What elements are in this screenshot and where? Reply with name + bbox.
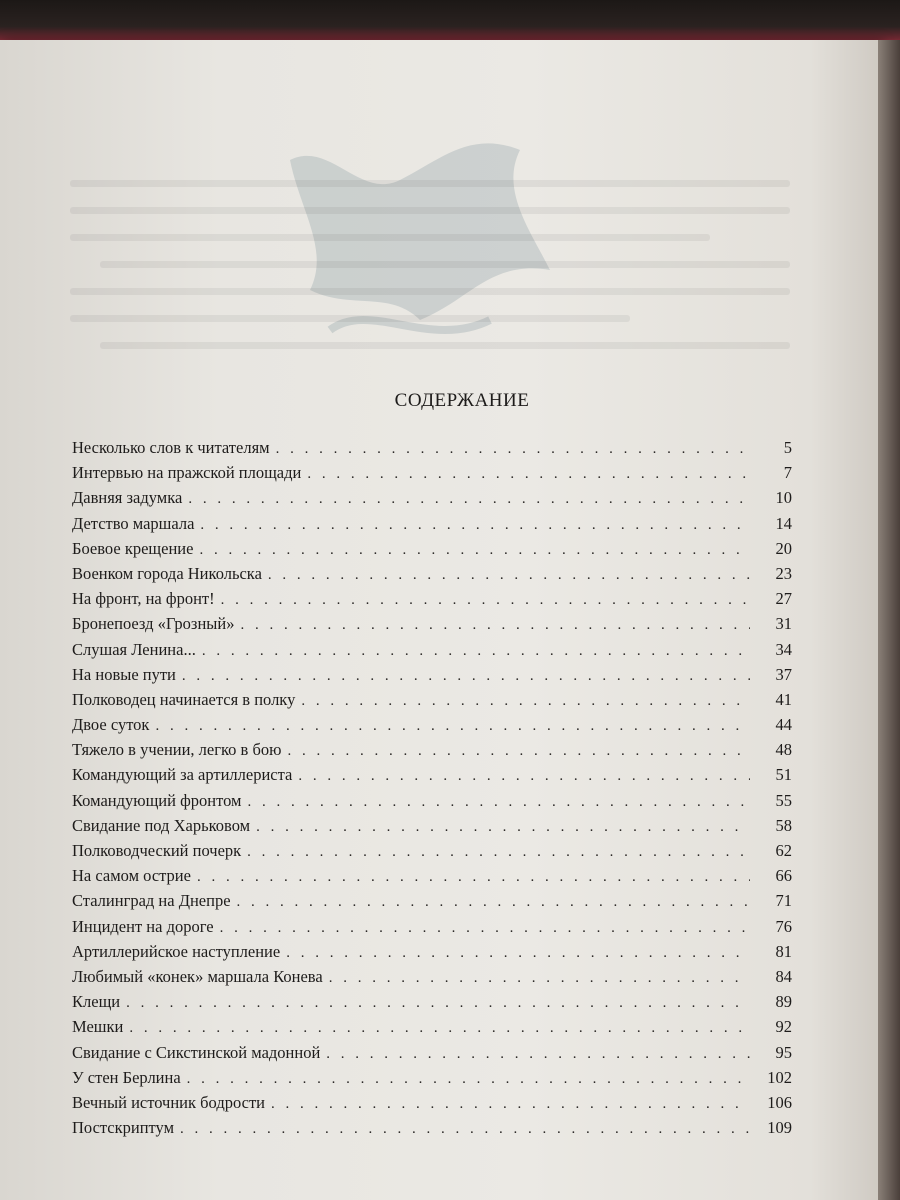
toc-dot-leader — [180, 1121, 750, 1138]
toc-dot-leader — [256, 819, 750, 836]
toc-entry-page-number: 55 — [775, 790, 792, 810]
toc-entry — [72, 765, 792, 790]
toc-dot-leader — [287, 743, 750, 760]
toc-entry-page-number: 95 — [775, 1042, 792, 1062]
toc-entry — [72, 891, 792, 916]
toc-entry-title: Несколько слов к читателям — [72, 438, 270, 457]
toc-dot-leader — [240, 617, 750, 634]
toc-entry-title: Давняя задумка — [72, 488, 183, 508]
toc-entry — [72, 665, 792, 690]
toc-dot-leader — [329, 970, 750, 987]
toc-dot-leader — [188, 491, 750, 508]
toc-dot-leader — [326, 1046, 750, 1063]
toc-entry-page-number: 109 — [767, 1118, 792, 1138]
toc-entry-page-number: 76 — [775, 916, 792, 936]
toc-entry — [72, 1068, 792, 1093]
toc-entry-page-number: 10 — [775, 488, 792, 508]
toc-entry-title: Инцидент на дороге — [72, 916, 214, 936]
toc-entry-page-number: 44 — [775, 715, 792, 735]
toc-entry-page-number: 48 — [775, 740, 792, 760]
toc-entry-title: Сталинград на Днепре — [72, 891, 231, 911]
toc-entry-page-number: 71 — [775, 891, 792, 911]
toc-dot-leader — [276, 441, 750, 458]
toc-dot-leader — [301, 693, 750, 710]
toc-entry-page-number: 20 — [775, 538, 792, 558]
toc-entry-title: Детство маршала — [72, 513, 195, 533]
bleed-through-illustration — [270, 120, 570, 370]
toc-entry-page-number: 14 — [775, 513, 792, 533]
toc-entry — [72, 690, 792, 715]
toc-entry — [72, 967, 792, 992]
toc-entry-title: Артиллерийское наступление — [72, 941, 281, 961]
toc-dot-leader — [155, 718, 750, 735]
toc-dot-leader — [187, 1071, 750, 1088]
toc-entry-title: На фронт, на фронт! — [72, 589, 215, 609]
toc-dot-leader — [200, 517, 750, 534]
toc-entry-title: Свидание с Сикстинской мадонной — [72, 1042, 321, 1062]
toc-list — [72, 438, 792, 1143]
toc-dot-leader — [199, 542, 750, 559]
toc-entry — [72, 539, 792, 564]
toc-dot-leader — [247, 794, 750, 811]
toc-entry-title: Полководческий почерк — [72, 841, 242, 860]
toc-dot-leader — [298, 768, 750, 785]
toc-dot-leader — [202, 643, 750, 660]
toc-heading: СОДЕРЖАНИЕ — [394, 390, 530, 411]
toc-entry — [72, 463, 792, 488]
toc-dot-leader — [237, 894, 750, 911]
toc-entry-title: Вечный источник бодрости — [72, 1092, 265, 1112]
toc-entry — [72, 816, 792, 841]
toc-entry — [72, 841, 792, 866]
toc-entry — [72, 640, 792, 665]
toc-entry-page-number: 102 — [767, 1067, 792, 1087]
toc-entry — [72, 942, 792, 967]
toc-dot-leader — [286, 945, 750, 962]
toc-entry-page-number: 37 — [775, 664, 792, 684]
toc-entry-page-number: 66 — [775, 866, 792, 886]
toc-entry-title: Мешки — [72, 1017, 124, 1037]
toc-entry — [72, 715, 792, 740]
toc-entry-title: Командующий за артиллериста — [72, 765, 293, 785]
toc-entry-title: Военком города Никольска — [72, 563, 262, 583]
toc-entry-page-number: 84 — [775, 966, 792, 986]
page-stack-edge — [878, 40, 900, 1200]
toc-entry-page-number: 31 — [775, 614, 792, 634]
toc-entry — [72, 438, 792, 463]
toc-entry — [72, 740, 792, 765]
toc-dot-leader — [271, 1096, 750, 1113]
toc-entry-title: На новые пути — [72, 664, 176, 684]
toc-entry-title: Свидание под Харьковом — [72, 815, 251, 835]
toc-entry-page-number: 51 — [775, 765, 792, 785]
toc-entry — [72, 488, 792, 513]
toc-entry-title: Постскриптум — [72, 1118, 175, 1138]
toc-entry-title: На самом острие — [72, 866, 191, 886]
toc-entry-page-number: 5 — [783, 438, 792, 457]
toc-dot-leader — [182, 668, 750, 685]
toc-entry — [72, 514, 792, 539]
toc-entry-title: Клещи — [72, 992, 121, 1012]
toc-entry-title: Любимый «конек» маршала Конева — [72, 966, 323, 986]
toc-entry-title: Полководец начинается в полку — [72, 689, 296, 709]
toc-entry-page-number: 23 — [775, 563, 792, 583]
toc-entry-title: Командующий фронтом — [72, 790, 242, 810]
toc-entry-page-number: 27 — [775, 589, 792, 609]
toc-entry-page-number: 92 — [775, 1017, 792, 1037]
toc-entry-title: Двое суток — [72, 715, 150, 735]
toc-entry — [72, 992, 792, 1017]
toc-dot-leader — [126, 995, 750, 1012]
toc-dot-leader — [221, 592, 750, 609]
toc-entry-page-number: 41 — [775, 689, 792, 709]
toc-entry-title: Тяжело в учении, легко в бою — [72, 740, 282, 760]
toc-entry — [72, 564, 792, 589]
toc-entry-page-number: 7 — [783, 463, 792, 483]
book-page — [0, 40, 880, 1200]
toc-entry-title: Боевое крещение — [72, 538, 194, 558]
toc-dot-leader — [197, 869, 750, 886]
toc-entry — [72, 1093, 792, 1118]
table-of-contents — [72, 380, 792, 1143]
toc-entry-title: Бронепоезд «Грозный» — [72, 614, 235, 634]
toc-entry-title: Слушая Ленина... — [72, 639, 196, 659]
toc-entry — [72, 866, 792, 891]
toc-entry — [72, 1017, 792, 1042]
toc-entry — [72, 589, 792, 614]
toc-entry-title: У стен Берлина — [72, 1067, 181, 1087]
toc-entry-page-number: 62 — [775, 841, 792, 860]
toc-entry — [72, 614, 792, 639]
toc-dot-leader — [220, 920, 750, 937]
toc-entry — [72, 1043, 792, 1068]
toc-entry-page-number: 106 — [767, 1092, 792, 1112]
toc-entry-page-number: 58 — [775, 815, 792, 835]
toc-entry-page-number: 89 — [775, 992, 792, 1012]
toc-entry — [72, 917, 792, 942]
toc-dot-leader — [129, 1020, 750, 1037]
toc-entry — [72, 791, 792, 816]
toc-entry-title: Интервью на пражской площади — [72, 463, 302, 483]
toc-entry-page-number: 34 — [775, 639, 792, 659]
toc-dot-leader — [307, 466, 750, 483]
toc-dot-leader — [247, 844, 750, 861]
toc-entry-page-number: 81 — [775, 941, 792, 961]
toc-entry — [72, 1118, 792, 1143]
toc-dot-leader — [268, 567, 750, 584]
